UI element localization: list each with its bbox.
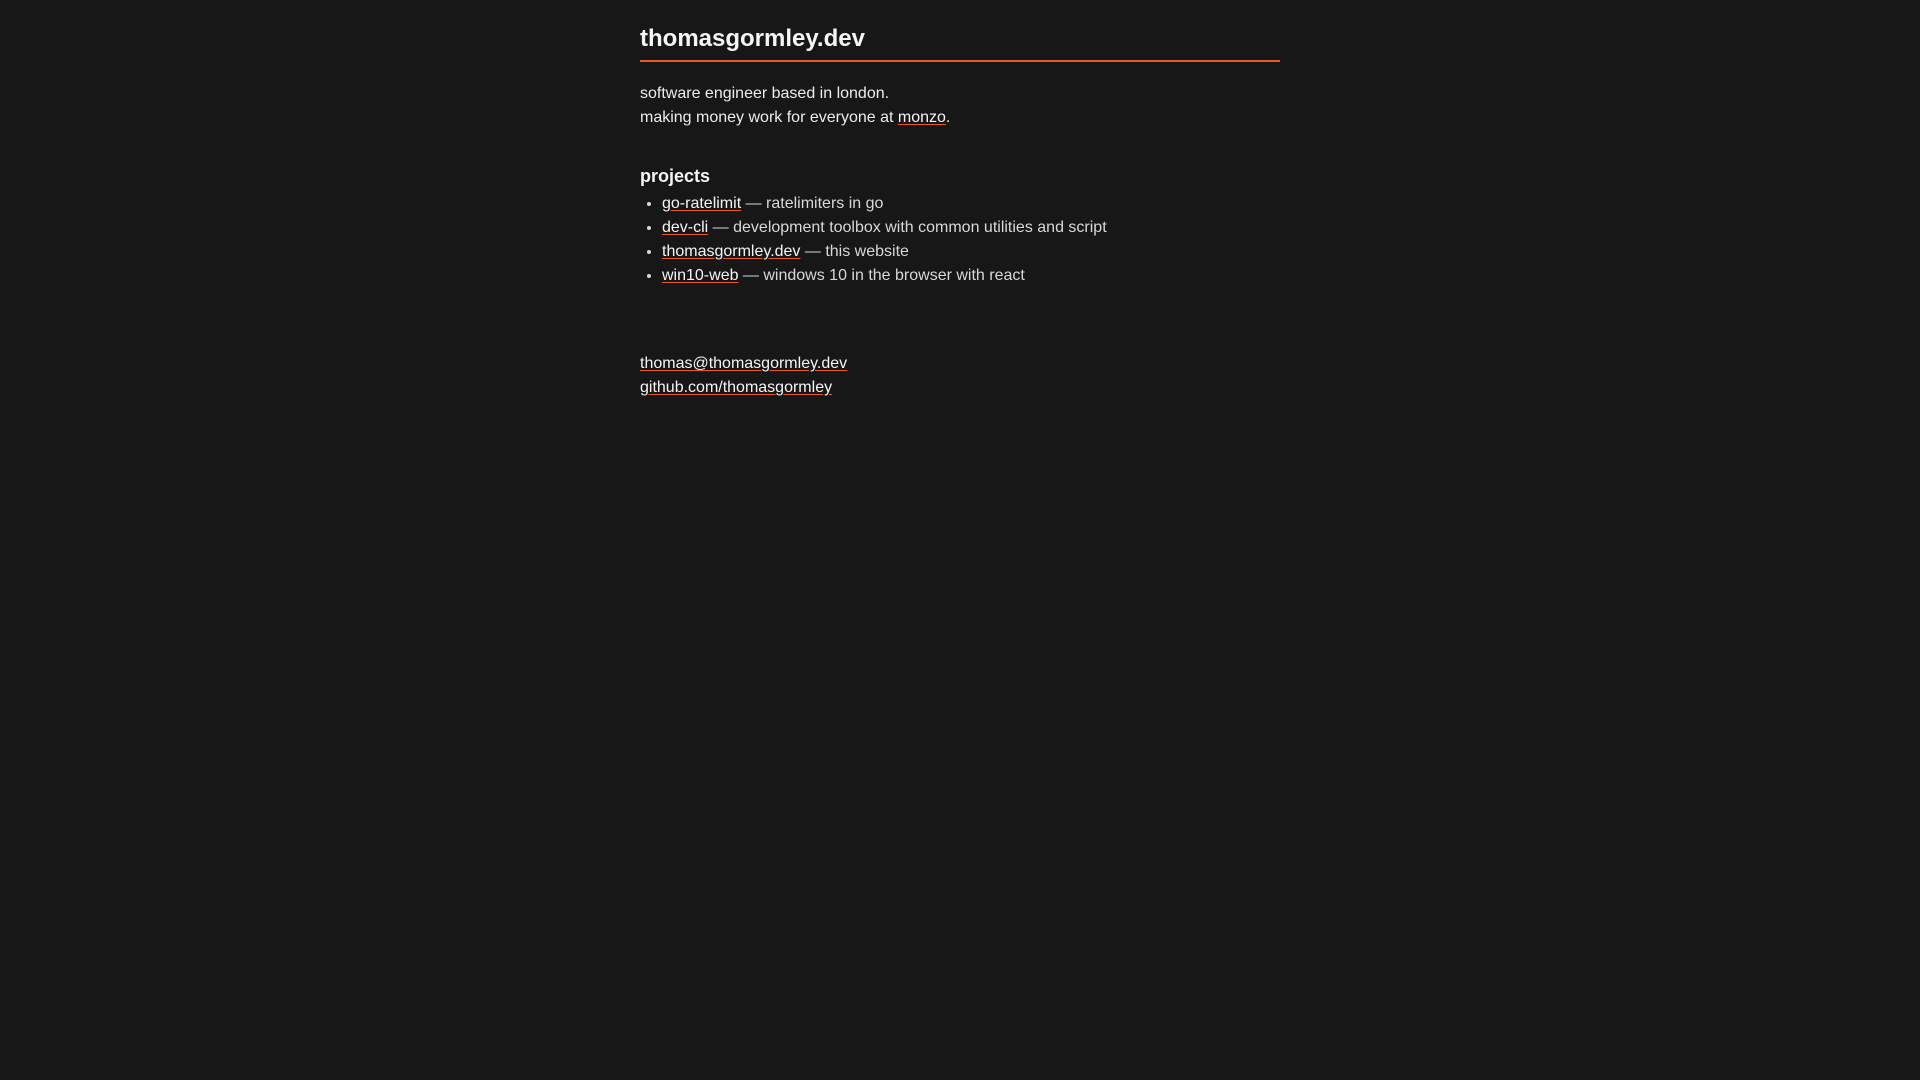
project-item-dev-cli bbox=[662, 216, 1280, 240]
project-description: — development toolbox with common utilities and script bbox=[708, 219, 1107, 236]
intro-line-2 bbox=[640, 106, 1280, 130]
monzo-link[interactable]: monzo bbox=[897, 109, 946, 126]
project-item-win10-web bbox=[662, 264, 1280, 288]
project-link-dev-cli[interactable]: dev-cli bbox=[662, 219, 709, 236]
project-link-win10-web[interactable]: win10-web bbox=[662, 267, 739, 284]
page-container bbox=[640, 0, 1280, 400]
intro bbox=[640, 82, 1280, 130]
intro-line-2-prefix: making money work for everyone at bbox=[640, 109, 898, 126]
github-row bbox=[640, 376, 1280, 400]
projects-heading: projects bbox=[640, 166, 711, 186]
github-link[interactable]: github.com/thomasgormley bbox=[640, 379, 833, 396]
intro-line-1: software engineer based in london. bbox=[640, 85, 890, 102]
project-link-go-ratelimit[interactable]: go-ratelimit bbox=[662, 195, 742, 212]
email-row bbox=[640, 352, 1280, 376]
project-link-thomasgormley-dev[interactable]: thomasgormley.dev bbox=[662, 243, 801, 260]
intro-line-2-suffix: . bbox=[945, 109, 951, 126]
email-link[interactable]: thomas@thomasgormley.dev bbox=[640, 355, 848, 372]
site-title: thomasgormley.dev bbox=[640, 0, 1280, 62]
projects-list bbox=[640, 192, 1280, 288]
project-item-thomasgormley-dev bbox=[662, 240, 1280, 264]
contacts bbox=[640, 352, 1280, 400]
project-item-go-ratelimit bbox=[662, 192, 1280, 216]
project-description: — this website bbox=[800, 243, 909, 260]
project-description: — ratelimiters in go bbox=[741, 195, 884, 212]
project-description: — windows 10 in the browser with react bbox=[738, 267, 1025, 284]
